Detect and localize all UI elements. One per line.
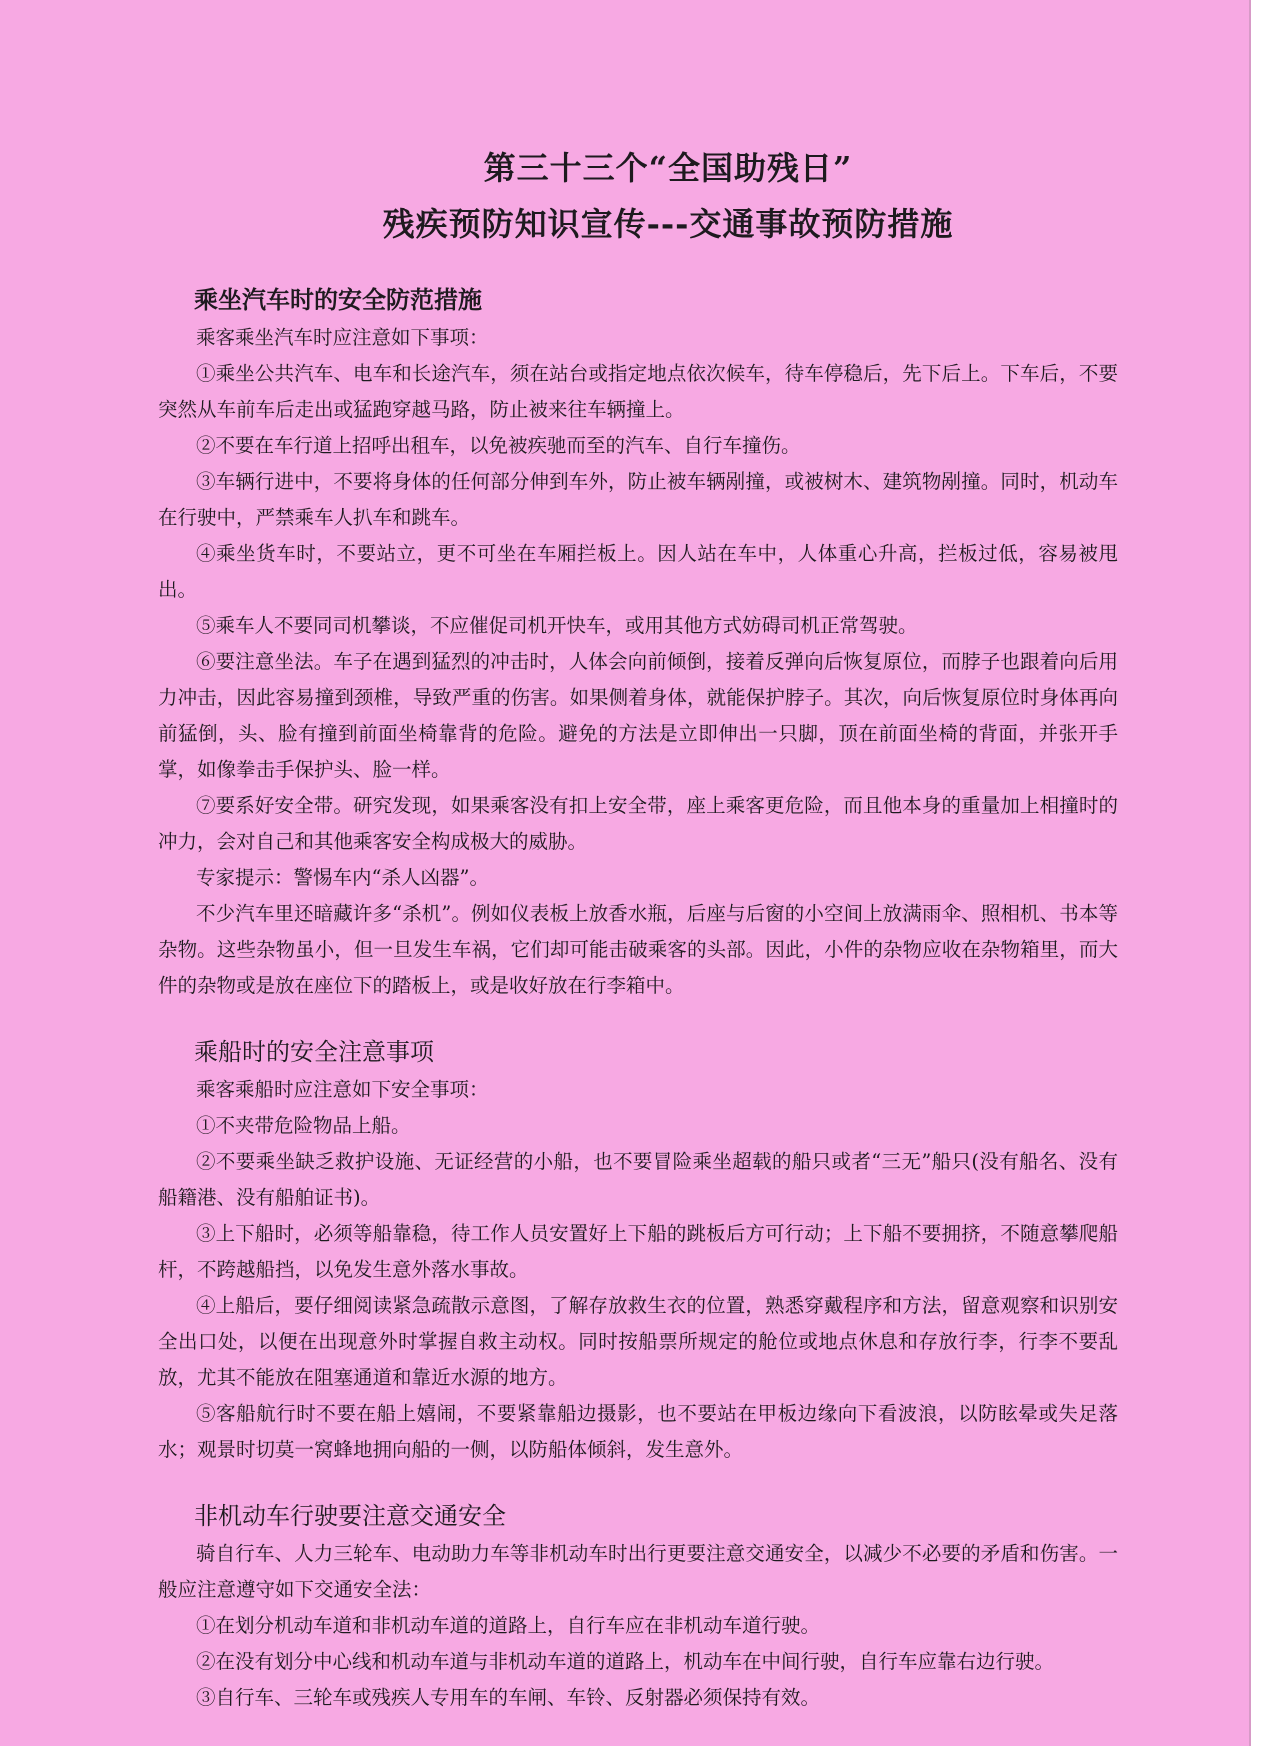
document-page [158, 140, 1118, 1716]
paragraph: 不少汽车里还暗藏许多“杀机”。例如仪表板上放香水瓶，后座与后窗的小空间上放满雨伞、照相机、书本等杂物。这些杂物虽小，但一旦发生车祸，它们却可能击破乘客的头部。因此，小件的杂物应收在杂物箱里，而大件的杂物或是放在座位下的踏板上，或是收好放在行李箱中。 [158, 902, 1118, 997]
paragraph: ①在划分机动车道和非机动车道的道路上，自行车应在非机动车道行驶。 [196, 1614, 821, 1637]
paragraph: ②在没有划分中心线和机动车道与非机动车道的道路上，机动车在中间行驶，自行车应靠右边行驶。 [196, 1650, 1055, 1673]
paragraph: ③上下船时，必须等船靠稳，待工作人员安置好上下船的跳板后方可行动；上下船不要拥挤，不随意攀爬船杆，不跨越船挡，以免发生意外落水事故。 [158, 1222, 1118, 1281]
section-heading: 乘坐汽车时的安全防范措施 [194, 285, 482, 314]
section-heading: 乘船时的安全注意事项 [194, 1038, 434, 1066]
paragraph: ①不夹带危险物品上船。 [196, 1114, 411, 1137]
paragraph: ⑥要注意坐法。车子在遇到猛烈的冲击时，人体会向前倾倒，接着反弹向后恢复原位，而脖子也跟着向后用力冲击，因此容易撞到颈椎，导致严重的伤害。如果侧着身体，就能保护脖子。其次，向后恢复原位时身体再向前猛倒，头、脸有撞到前面坐椅靠背的危险。避免的方法是立即伸出一只脚，顶在前面坐椅的背面，并张开手掌，如像拳击手保护头、脸一样。 [158, 650, 1118, 781]
paragraph: ③自行车、三轮车或残疾人专用车的车闸、车铃、反射器必须保持有效。 [196, 1686, 821, 1709]
paragraph: 专家提示：警惕车内“杀人凶器”。 [196, 866, 489, 889]
section-non-motor-vehicle [158, 1498, 1118, 1716]
paragraph: ⑤乘车人不要同司机攀谈，不应催促司机开快车，或用其他方式妨碍司机正常驾驶。 [196, 614, 918, 637]
scan-edge-right [1249, 0, 1275, 1754]
title-line-1: 第三十三个“全国助残日” [483, 149, 853, 187]
paragraph: 乘客乘坐汽车时应注意如下事项： [196, 326, 489, 349]
paragraph: ②不要乘坐缺乏救护设施、无证经营的小船，也不要冒险乘坐超载的船只或者“三无”船只(没有船名、没有船籍港、没有船舶证书)。 [158, 1150, 1118, 1209]
paragraph: 乘客乘船时应注意如下安全事项： [196, 1078, 489, 1101]
paragraph: ④乘坐货车时，不要站立，更不可坐在车厢拦板上。因人站在车中，人体重心升高，拦板过低，容易被甩出。 [158, 542, 1118, 601]
paragraph: 骑自行车、人力三轮车、电动助力车等非机动车时出行更要注意交通安全，以减少不必要的矛盾和伤害。一般应注意遵守如下交通安全法： [158, 1542, 1118, 1601]
paragraph: ④上船后，要仔细阅读紧急疏散示意图，了解存放救生衣的位置，熟悉穿戴程序和方法，留意观察和识别安全出口处，以便在出现意外时掌握自救主动权。同时按船票所规定的舱位或地点休息和存放行李，行李不要乱放，尤其不能放在阻塞通道和靠近水源的地方。 [158, 1294, 1118, 1389]
scan-edge-bottom [0, 1746, 1275, 1754]
paragraph: ①乘坐公共汽车、电车和长途汽车，须在站台或指定地点依次候车，待车停稳后，先下后上。下车后，不要突然从车前车后走出或猛跑穿越马路，防止被来往车辆撞上。 [158, 362, 1118, 421]
section-boat-safety [158, 1034, 1118, 1468]
paragraph: ③车辆行进中，不要将身体的任何部分伸到车外，防止被车辆剐撞，或被树木、建筑物剐撞。同时，机动车在行驶中，严禁乘车人扒车和跳车。 [158, 470, 1118, 529]
title-line-2: 残疾预防知识宣传---交通事故预防措施 [382, 205, 954, 243]
paragraph: ②不要在车行道上招呼出租车，以免被疾驰而至的汽车、自行车撞伤。 [196, 434, 801, 457]
section-car-safety [158, 282, 1118, 1004]
paragraph: ⑦要系好安全带。研究发现，如果乘客没有扣上安全带，座上乘客更危险，而且他本身的重量加上相撞时的冲力，会对自己和其他乘客安全构成极大的威胁。 [158, 794, 1118, 853]
section-heading: 非机动车行驶要注意交通安全 [194, 1502, 506, 1530]
paragraph: ⑤客船航行时不要在船上嬉闹，不要紧靠船边摄影，也不要站在甲板边缘向下看波浪，以防眩晕或失足落水；观景时切莫一窝蜂地拥向船的一侧，以防船体倾斜，发生意外。 [158, 1402, 1118, 1461]
